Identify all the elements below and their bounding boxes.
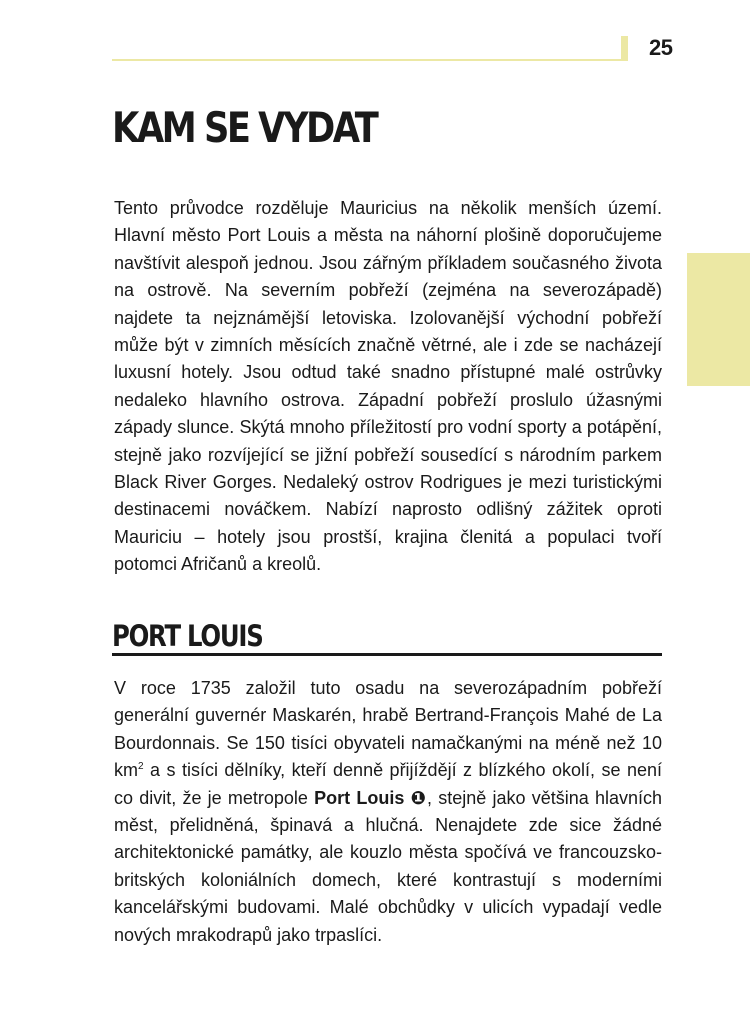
chapter-thumb-tab bbox=[687, 253, 750, 386]
page-number: 25 bbox=[649, 35, 673, 60]
port-louis-text-middle: a s tisíci dělníky, kteří denně přijíždějí z blízkého okolí, se není co divit, že je metropole bbox=[114, 760, 662, 808]
page-title: KAM SE VYDAT bbox=[112, 103, 377, 152]
intro-paragraph: Tento průvodce rozděluje Mauricius na několik menších území. Hlavní město Port Louis a města na náhorní plošině doporučujeme navštívit alespoň jednou. Jsou zářným příkladem současného života na ostrově. Na severním pobřeží (zejména na severozápadě) najdete ta nejznámější letoviska. Izolovanější východní pobřeží může být v zimních měsících značně větrné, ale i zde se nacházejí luxusní hotely. Jsou odtud také snadno přístupné malé ostrůvky nedaleko hlavního ostrova. Západní pobřeží proslulo úžasnými západy slunce. Skýtá mnoho příležitostí pro vodní sporty a potápění, stejně jako rozvíjející se jižní pobřeží sousedící s národním parkem Black River Gorges. Nedaleký ostrov Rodrigues je mezi turistickými destinacemi nováčkem. Nabízí naprosto odlišný zážitek oproti Mauriciu – hotely jsou prostší, krajina členitá a populaci tvoří potomci Afričanů a kreolů. bbox=[114, 198, 662, 575]
port-louis-paragraph bbox=[114, 675, 662, 949]
port-louis-text-start: V roce 1735 založil tuto osadu na severozápadním pobřeží generální guvernér Maskarén, hrabě Bertrand-François Mahé de La Bourdonnais. Se 150 tisíci obyvateli namačkanými na méně než 10 km bbox=[114, 678, 662, 781]
port-louis-text-end: , stejně jako většina hlavních měst, přelidněná, špinavá a hlučná. Nenajdete zde sice žádné architektonické památky, ale kouzlo města spočívá ve francouzsko-britských koloniálních domech, které kontrastují s moderními kancelářskými budovami. Malé obchůdky v ulicích vypadají vedle nových mrakodrapů jako trpaslíci. bbox=[114, 787, 662, 945]
page-number-marker bbox=[621, 36, 628, 61]
superscript-two: 2 bbox=[138, 761, 144, 773]
header-rule bbox=[112, 59, 622, 61]
section-heading-rule bbox=[112, 653, 662, 656]
section-heading-port-louis: PORT LOUIS bbox=[112, 619, 263, 653]
place-name-port-louis: Port Louis bbox=[314, 787, 405, 808]
map-marker-number: ❶ bbox=[410, 787, 428, 808]
